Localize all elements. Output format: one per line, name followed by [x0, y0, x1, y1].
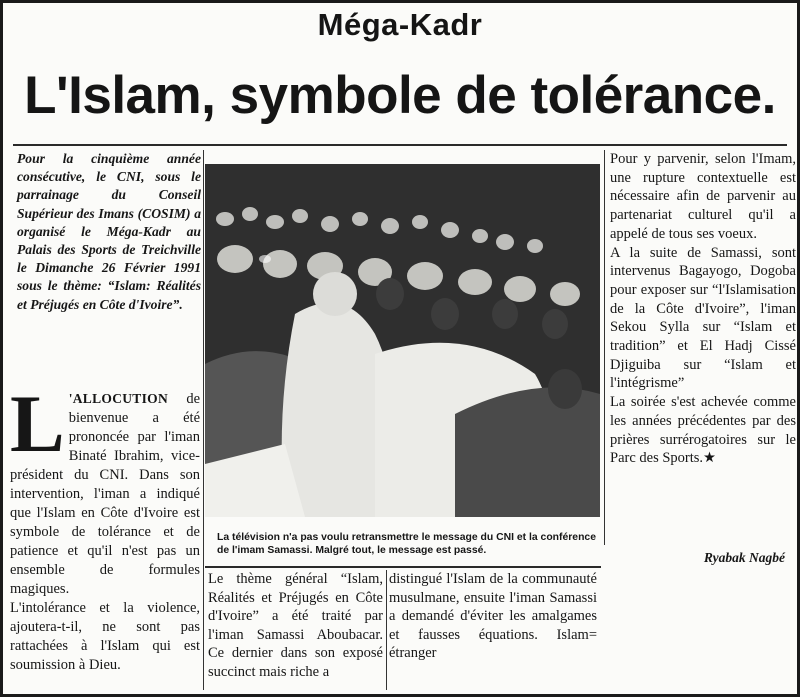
lead-caps: 'ALLOCUTION [68, 391, 169, 406]
body-column-middle: Le thème général “Islam, Réalités et Préjugés en Côte d'Ivoire” a été traité par l'iman Samassi Aboubacar. Ce dernier dans son exposé succinct mais riche a [208, 571, 383, 680]
intro-chapo: Pour la cinquième année consécutive, le CNI, sous le parrainage du Conseil Supérieur des Imans (COSIM) a organisé le Méga-Kadr au Palais des Sports de Treichville le Dimanche 26 Février 1991 sous le thème: “Islam: Réalités et Préjugés en Côte d'Ivoire”. [17, 151, 201, 312]
author-signature: Ryabak Nagbé [703, 550, 785, 565]
left-paragraph-2: L'intolérance et la violence, ajoutera-t-il, ne sont pas rattachées à l'Islam qui est soumission à Dieu. [10, 600, 200, 673]
left-paragraph-1-text: de bienvenue a été prononcée par l'iman Binaté Ibrahim, vice-président du CNI. Dans son intervention, l'iman a indiqué que l'Islam en Côte d'Ivoire est symbole de tolérance et de patience et qu'il n'est pas un ensemble de formules magiques. [10, 391, 200, 597]
drop-cap: L [10, 378, 65, 469]
event-photo-illustration [205, 164, 600, 517]
column-divider-left [203, 150, 204, 690]
section-kicker: Méga-Kadr [317, 7, 483, 42]
photo-caption: La télévision n'a pas voulu retransmettre le message du CNI et la conférence de l'imam Samassi. Malgré tout, le message est passé. [217, 532, 596, 556]
body-column-middle-2: distingué l'Islam de la communauté musulmane, ensuite l'iman Samassi a demandé d'éviter les amalgames et fausses équations. Islam= étranger [389, 571, 597, 661]
headline: L'Islam, symbole de tolérance. [24, 66, 776, 125]
right-paragraph-3: La soirée s'est achevée comme les années précédentes par des prières surrérogatoires sur le Parc des Sports.★ [610, 394, 796, 467]
column-divider-right [604, 150, 605, 545]
left-paragraph-1 [10, 378, 200, 599]
right-paragraph-1: Pour y parvenir, selon l'Imam, une rupture contextuelle est nécessaire afin de parvenir au partenariat culturel qu'il a appelé de tous ses voeux. [610, 151, 796, 242]
headline-rule [13, 144, 787, 146]
right-paragraph-2: A la suite de Samassi, sont intervenus Bagayogo, Dogoba pour exposer sur “l'Islamisation de la Côte d'Ivoire”, l'iman Sekou Sylla sur “Islam et tradition” et El Hadj Cissé Djiguiba sur “Islam et l'intégrisme” [610, 244, 796, 392]
body-column-right [610, 150, 796, 468]
caption-rule [205, 566, 601, 568]
event-photo [205, 164, 600, 517]
column-divider [386, 570, 387, 690]
body-column-left [10, 378, 200, 675]
